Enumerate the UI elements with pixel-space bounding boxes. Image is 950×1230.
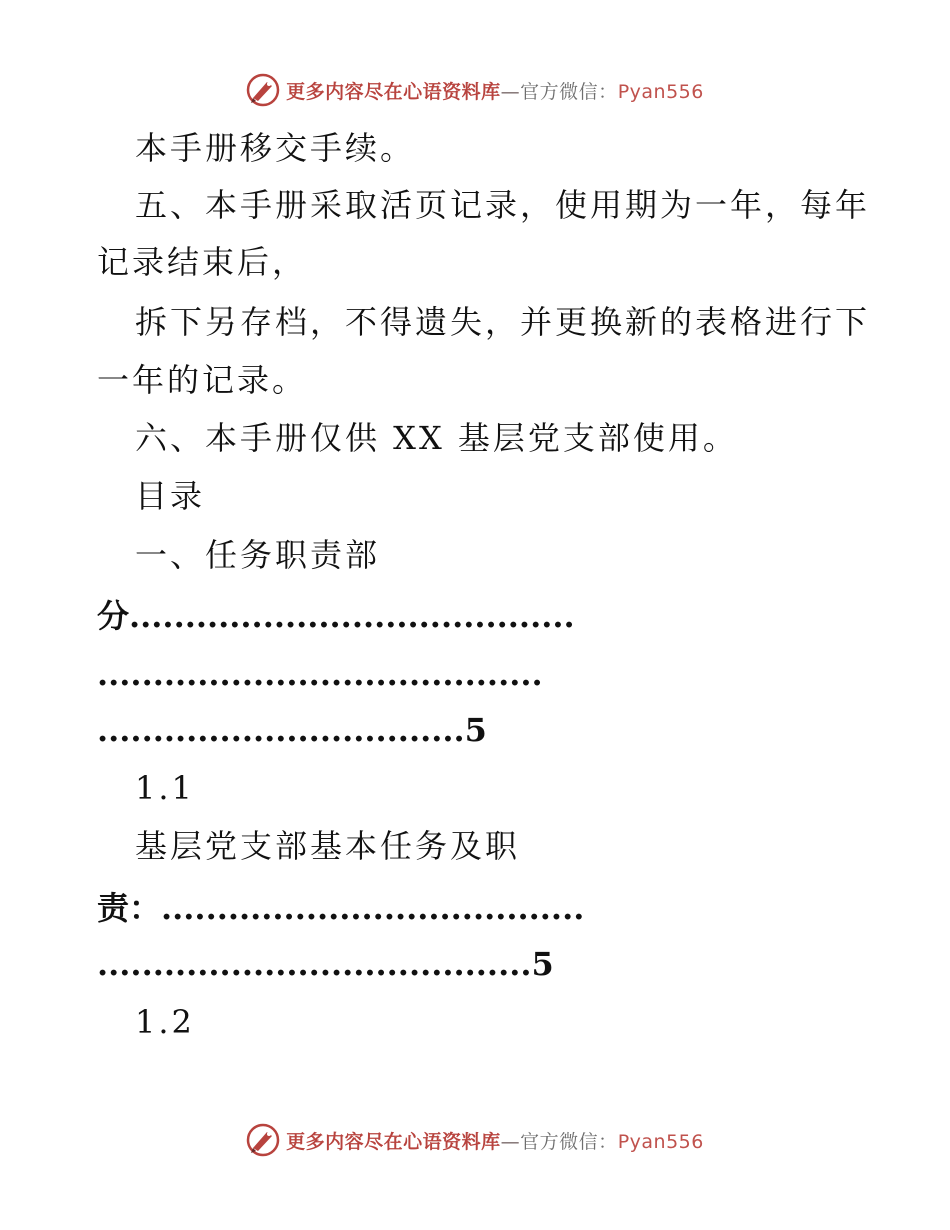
watermark-wechat-label: 官方微信： bbox=[520, 1130, 618, 1153]
watermark-wechat-id: Pyan556 bbox=[617, 1130, 704, 1153]
toc-leader-line: 责：...................................... bbox=[97, 889, 585, 927]
watermark-banner-bottom bbox=[0, 1120, 950, 1160]
toc-entry-number: 1.1 bbox=[135, 769, 195, 807]
text-line: 拆下另存档，不得遗失，并更换新的表格进行下 bbox=[135, 303, 871, 341]
toc-leader-line: 分........................................ bbox=[97, 597, 575, 635]
toc-heading: 目录 bbox=[135, 477, 206, 515]
watermark-text bbox=[286, 1127, 704, 1154]
watermark-separator: — bbox=[500, 80, 521, 103]
text-line: 六、本手册仅供 XX 基层党支部使用。 bbox=[135, 419, 738, 457]
toc-leader-line: .......................................5 bbox=[97, 945, 554, 983]
pen-logo-icon bbox=[246, 1123, 280, 1157]
watermark-wechat-id: Pyan556 bbox=[617, 80, 704, 103]
watermark-main: 更多内容尽在心语资料库 bbox=[286, 80, 501, 103]
text-line: 记录结束后， bbox=[97, 243, 308, 281]
watermark-banner-top bbox=[0, 70, 950, 110]
text-line: 五、本手册采取活页记录，使用期为一年，每年 bbox=[135, 186, 871, 224]
watermark-wechat-label: 官方微信： bbox=[520, 80, 618, 103]
watermark-text bbox=[286, 77, 704, 104]
toc-entry-number: 1.2 bbox=[135, 1003, 195, 1041]
toc-entry-title: 一、任务职责部 bbox=[135, 536, 381, 574]
watermark-separator: — bbox=[500, 1130, 521, 1153]
watermark-main: 更多内容尽在心语资料库 bbox=[286, 1130, 501, 1153]
pen-logo-icon bbox=[246, 73, 280, 107]
toc-leader-line: .................................5 bbox=[97, 711, 487, 749]
text-line: 本手册移交手续。 bbox=[135, 129, 416, 167]
text-line: 一年的记录。 bbox=[97, 361, 308, 399]
toc-entry-title: 基层党支部基本任务及职 bbox=[135, 827, 521, 865]
toc-leader-line: ........................................ bbox=[97, 655, 543, 693]
